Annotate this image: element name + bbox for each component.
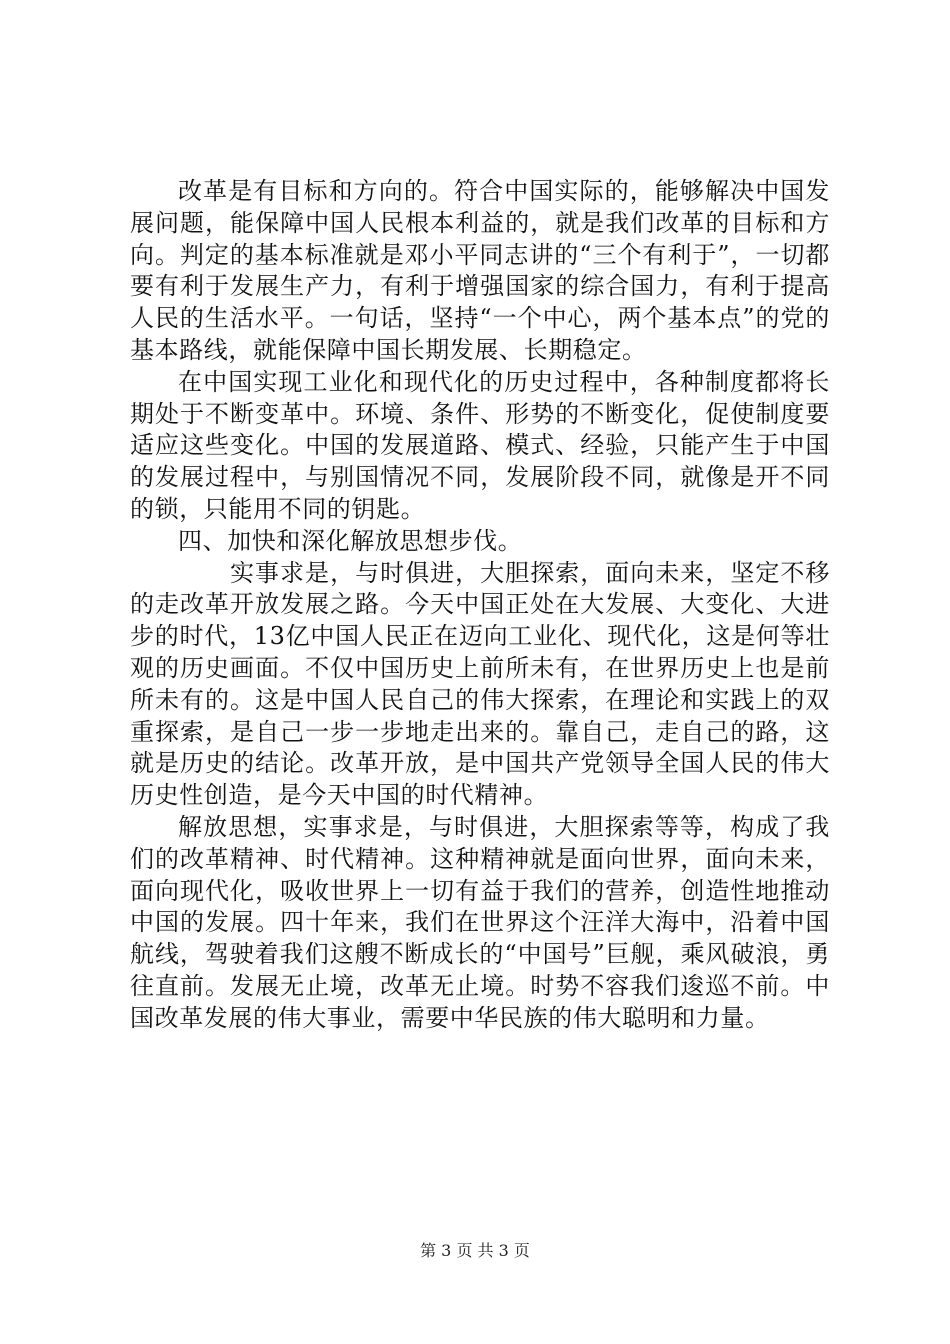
- paragraph-reform-goals: 改革是有目标和方向的。符合中国实际的，能够解决中国发展问题，能保障中国人民根本利益的，就是我们改革的目标和方向。判定的基本标准就是邓小平同志讲的“三个有利于”，一切都要有利于发展生产力，有利于增强国家的综合国力，有利于提高人民的生活水平。一句话，坚持“一个中心，两个基本点”的党的基本路线，就能保障中国长期发展、长期稳定。: [130, 177, 830, 364]
- paragraph-reform-spirit: 解放思想，实事求是，与时俱进，大胆探索等等，构成了我们的改革精神、时代精神。这种精神就是面向世界，面向未来，面向现代化，吸收世界上一切有益于我们的营养，创造性地推动中国的发展。四十年来，我们在世界这个汪洋大海中，沿着中国航线，驾驶着我们这艘不断成长的“中国号”巨舰，乘风破浪，勇往直前。发展无止境，改革无止境。时势不容我们逡巡不前。中国改革发展的伟大事业，需要中华民族的伟大聪明和力量。: [130, 812, 830, 1032]
- page-number-footer: 第 3 页 共 3 页: [420, 1241, 530, 1260]
- section-heading-four: 四、加快和深化解放思想步伐。: [178, 526, 523, 555]
- document-body: [130, 176, 830, 1035]
- paragraph-seek-truth: 实事求是，与时俱进，大胆探索，面向未来，坚定不移的走改革开放发展之路。今天中国正处在大发展、大变化、大进步的时代，13亿中国人民正在迈向工业化、现代化，这是何等壮观的历史画面。不仅中国历史上前所未有，在世界历史上也是前所未有的。这是中国人民自己的伟大探索，在理论和实践上的双重探索，是自己一步一步地走出来的。靠自己，走自己的路，这就是历史的结论。改革开放，是中国共产党领导全国人民的伟大历史性创造，是今天中国的时代精神。: [130, 558, 830, 810]
- paragraph-institutional-change: 在中国实现工业化和现代化的历史过程中，各种制度都将长期处于不断变革中。环境、条件、形势的不断变化，促使制度要适应这些变化。中国的发展道路、模式、经验，只能产生于中国的发展过程中，与别国情况不同，发展阶段不同，就像是开不同的锁，只能用不同的钥匙。: [130, 367, 830, 523]
